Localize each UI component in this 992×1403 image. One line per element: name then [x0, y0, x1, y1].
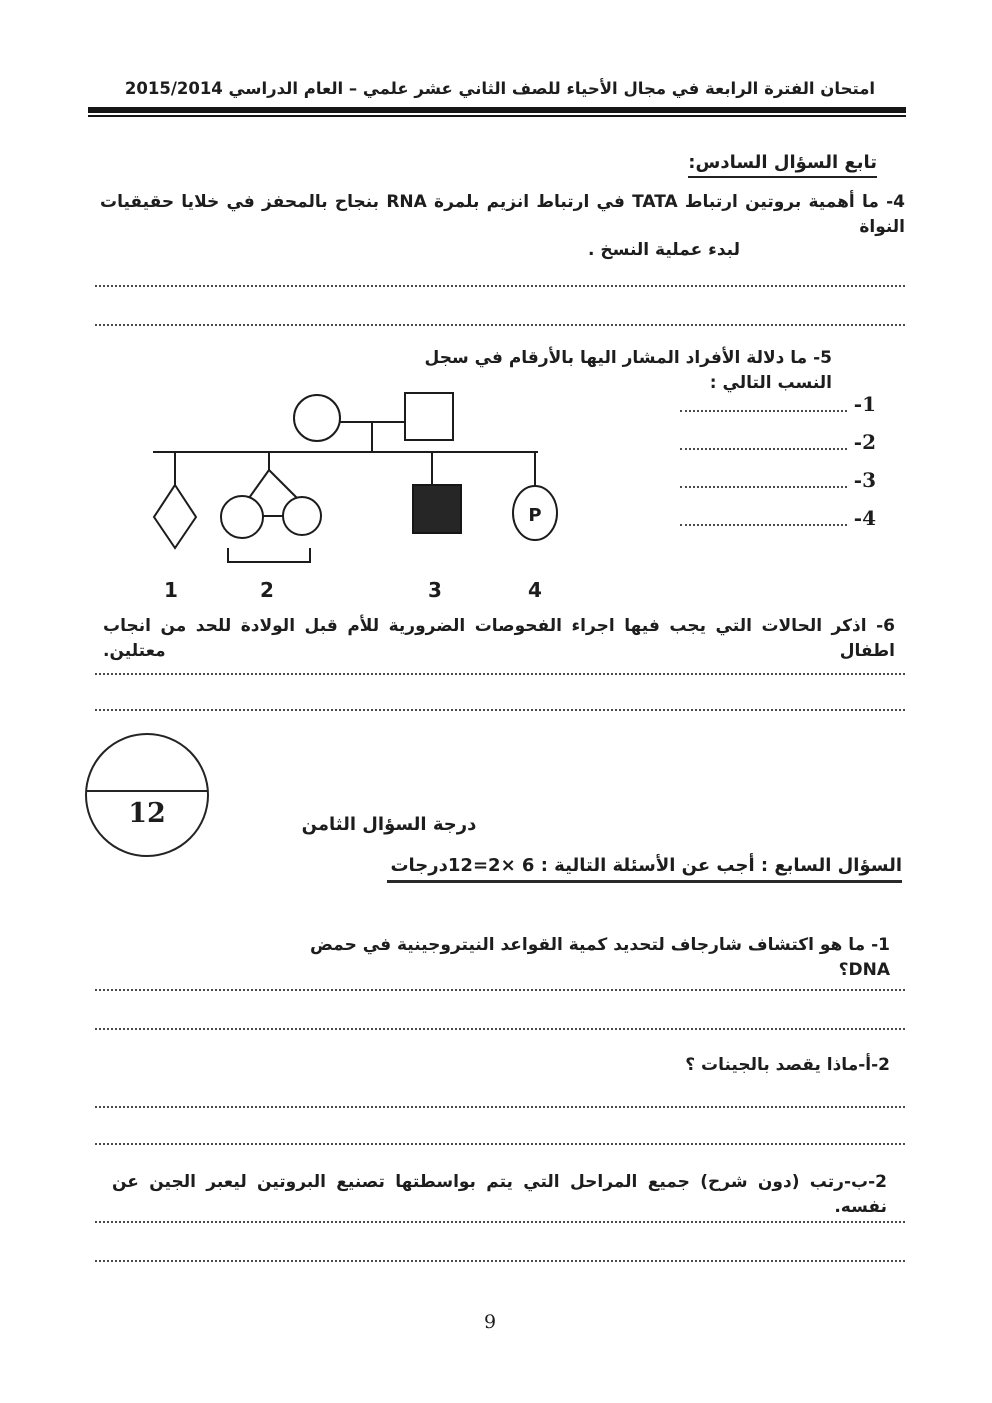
- page-number: 9: [483, 1311, 497, 1333]
- twin-circle-left: [221, 496, 263, 538]
- question-5-text: 5- ما دلالة الأفراد المشار اليها بالأرقام في سجل النسب التالي :: [424, 348, 832, 393]
- pedigree-label-4: 4: [528, 578, 542, 602]
- numbered-answer-row: [680, 468, 876, 492]
- twin-right-branch: [269, 470, 297, 498]
- answer-dots: [680, 486, 847, 488]
- child-1-diamond: [154, 485, 196, 548]
- question-2b-text: 2-ب-رتب (دون شرح) جميع المراحل التي يتم بواسطتها تصنيع البروتين ليعبر الجين عن نفسه.: [112, 1172, 887, 1217]
- father-square: [405, 393, 453, 440]
- answer-dots: [680, 524, 847, 526]
- pedigree-label-1: 1: [164, 578, 178, 602]
- score-badge-divider: [86, 790, 208, 792]
- answer-dotted-line: [95, 1028, 905, 1030]
- answer-number: -1: [853, 392, 876, 416]
- child-3-affected-square: [413, 485, 461, 533]
- section-six-title: تابع السؤال السادس:: [688, 152, 877, 178]
- numbered-answer-row: [680, 506, 876, 530]
- pedigree-label-3: 3: [428, 578, 442, 602]
- question-4-text-line2: لبدء عملية النسخ .: [588, 240, 740, 260]
- pedigree-chart: [125, 385, 625, 607]
- answer-number: -4: [853, 506, 876, 530]
- mother-circle: [294, 395, 340, 441]
- section-seven-title: السؤال السابع : أجب عن الأسئلة التالية : 6 ×2=12درجات: [387, 855, 902, 883]
- answer-dots: [680, 448, 847, 450]
- question-1-text: 1- ما هو اكتشاف شارجاف لتحديد كمية القواعد النيتروجينية في حمض DNA؟: [309, 935, 890, 980]
- answer-dotted-line: [95, 1143, 905, 1145]
- answer-dotted-line: [95, 1221, 905, 1223]
- pregnancy-p-label: P: [528, 505, 542, 526]
- pedigree-label-2: 2: [260, 578, 274, 602]
- answer-number: -2: [853, 430, 876, 454]
- answer-number: -3: [853, 468, 876, 492]
- numbered-answer-row: [680, 392, 876, 416]
- page-header-title: امتحان الفترة الرابعة في مجال الأحياء للصف الثاني عشر علمي – العام الدراسي 2015/2014: [124, 79, 876, 98]
- question-6-text: 6- اذكر الحالات التي يجب فيها اجراء الفحوصات الضرورية للأم قبل الولادة للحد من انجاب اطفال معتلين.: [103, 616, 895, 661]
- twin-circle-right: [283, 497, 321, 535]
- numbered-answer-row: [680, 430, 876, 454]
- question-2a-text: 2-أ-ماذا يقصد بالجينات ؟: [685, 1055, 890, 1075]
- question-4-text: 4- ما أهمية بروتين ارتباط TATA في ارتباط انزيم بلمرة RNA بنجاح بالمحفز في خلايا حقيقيات النواة: [100, 192, 905, 237]
- answer-dotted-line: [95, 285, 905, 287]
- answer-dots: [680, 410, 847, 412]
- header-double-rule: [88, 107, 906, 118]
- answer-dotted-line: [95, 989, 905, 991]
- score-note: درجة السؤال الثامن: [301, 814, 477, 835]
- score-circle-badge: [85, 733, 209, 857]
- answer-dotted-line: [95, 673, 905, 675]
- answer-dotted-line: [95, 1106, 905, 1108]
- twin-left-branch: [249, 470, 269, 498]
- answer-dotted-line: [95, 709, 905, 711]
- twin-bracket: [228, 548, 310, 562]
- score-badge-value: 12: [128, 798, 166, 829]
- answer-dotted-line: [95, 324, 905, 326]
- answer-dotted-line: [95, 1260, 905, 1262]
